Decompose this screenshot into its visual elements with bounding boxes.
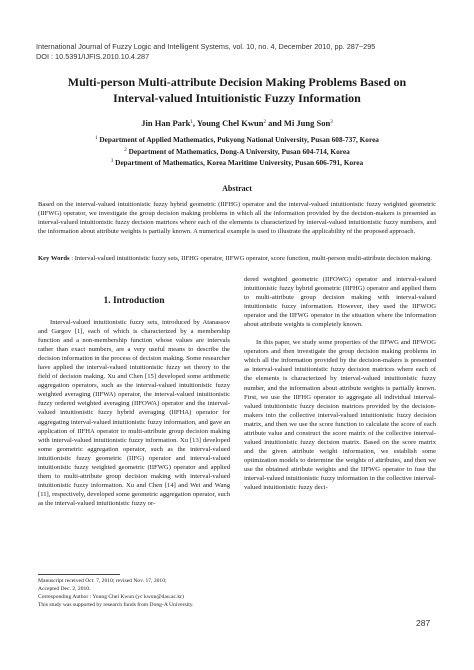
author-superscript: 2 <box>263 120 266 125</box>
affiliation <box>40 146 434 158</box>
doi: DOI : 10.5391/IJFIS.2010.10.4.287 <box>36 52 150 61</box>
paper-title <box>40 74 434 106</box>
affiliation-text: Department of Mathematics, Korea Maritime University, Pusan 606-791, Korea <box>115 158 364 167</box>
right-column <box>244 275 436 492</box>
affiliation-text: Department of Applied Mathematics, Pukyong National University, Pusan 608-737, Korea <box>99 135 379 144</box>
footnote-received: Manuscript received Oct. 7, 2010; revised Nov. 17, 2010; <box>38 578 167 584</box>
journal-header <box>36 42 375 62</box>
author-name: Jin Han Park <box>141 118 191 128</box>
abstract-body: Based on the interval-valued intuitionistic fuzzy hybrid geometric (IIFHG) operator and the interval-valued intuitionistic fuzzy weighted geometric (IIFWG) operator, we investigate the group decision making problems in which all the information provided by the decision-makers is presented as interval-valued intuitionistic fuzzy decision matrices where each of the elements is characterized by interval-valued intuitionistic fuzzy numbers, and the information about attribute weights is partially known. A numerical example is used to illustrate the applicability of the proposed approach. <box>38 201 436 236</box>
author-separator: and <box>265 118 284 128</box>
affiliations <box>40 134 434 169</box>
author-superscript: 3 <box>330 120 333 125</box>
author-name: Young Chel Kwun <box>196 118 264 128</box>
affiliation-marker: 3 <box>110 159 114 164</box>
page-number: 287 <box>416 618 431 628</box>
affiliation-marker: 2 <box>124 147 127 153</box>
author-list <box>40 118 434 128</box>
journal-citation: International Journal of Fuzzy Logic and Intelligent Systems, vol. 10, no. 4, December 2010, pp. 287−295 <box>36 42 376 51</box>
footnotes <box>38 577 338 609</box>
title-line-2: Interval-valued Intuitionistic Fuzzy Information <box>113 91 361 105</box>
keywords-text: : Interval-valued intuitionistic fuzzy sets, IIFHG operator, IIFWG operator, score function, multi-person multi-attribute decision making. <box>69 255 432 262</box>
abstract-heading: Abstract <box>222 184 252 193</box>
affiliation <box>40 134 434 146</box>
footnote-corresponding: Corresponding Author : Young Chel Kwun (yc kwun@dau.ac.kr) <box>38 594 184 600</box>
title-line-1: Multi-person Multi-attribute Decision Making Problems Based on <box>67 75 407 89</box>
keywords-label: Key Words <box>38 255 70 262</box>
author-superscript: 1 <box>190 120 193 125</box>
affiliation-text: Department of Mathematics, Dong-A University, Pusan 604-714, Korea <box>128 146 350 156</box>
author-name: Mi Jung Son <box>283 118 331 128</box>
intro-paragraph: In this paper, we study some properties of the IIFWG and IIFWOG operators and then investigate the group decision making problems in which all the information provided by the decision-makers is presented as interval-valued intuitionistic fuzzy decision matrices where each of the elements is characterized by interval-valued intuitionistic fuzzy number, and the information about attribute weights is partially known. First, we use the IIFHG operator to aggregate all individual interval-valued intuitionistic fuzzy decision matrices provided by the decision-makers into the collective interval-valued intuitionistic fuzzy decision matrix, and then we use the score function to calculate the score of each attribute value and construct the score matrix of the collective interval-valued intuitionistic fuzzy decision matrix. Based on the score matrix and the given attribute weight information, we establish some optimization models to determine the weights of attributes, and then we use the obtained attribute weights and the IIFWG operator to fuse the interval-valued intuitionistic fuzzy information in the collective interval-valued intuitionistic fuzzy deci- <box>244 339 436 492</box>
affiliation-marker: 1 <box>95 136 98 141</box>
intro-paragraph-continued: dered weighted geometric (IIFOWG) operator and interval-valued intuitionistic fuzzy hybrid geometric (IIFHG) operator and applied them to multi-attribute group decision making with interval-valued intuitionistic fuzzy information. However, they used the IIFWOG operator and the IIFWG operator in the situation where the information about attribute weights is completely known. <box>244 276 436 329</box>
footnote-rule <box>38 574 120 575</box>
affiliation <box>40 157 434 169</box>
footnote-accepted: Accepted Dec. 2, 2010. <box>38 586 91 592</box>
section-heading: 1. Introduction <box>103 296 165 306</box>
keywords <box>38 254 436 263</box>
left-column <box>38 318 230 508</box>
footnote-support: This study was supported by research funds from Dong-A University. <box>38 602 194 608</box>
author-separator: , <box>192 118 197 128</box>
intro-paragraph: Interval-valued intuitionistic fuzzy sets, introduced by Atanassov and Gargov [1], each of which is characterized by a membership function and a non-membership function whose values are intervals rather than exact numbers, are a very useful means to describe the decision information in the process of decision making. Some researcher have applied the interval-valued intuitionistic fuzzy set theory to the field of decision making. Xu and Chen [15] developed some arithmetic aggregation operators, such as the interval-valued intuitionistic fuzzy weighted averaging (IIFWA) operator, the interval-valued intuitionistic fuzzy ordered weighted averaging (IIFOWA) operator and the interval-valued intuitionistic fuzzy hybrid averaging (IIFHA) operator for aggregating interval-valued intuitionistic fuzzy information, and gave an application of IIFHA operator to multi-attribute group decision making with interval-valued intuitionistic fuzzy information. Xu [13] developed some geometric aggregation operator, such as the interval-valued intuitionistic fuzzy geometric (IIFG) operator and interval-valued intuitionistic fuzzy weighted geometric (IIFWG) operator and applied them to multi-attribute group decision making with interval-valued intuitionistic fuzzy information. Xu and Chen [14] and Wei and Wang [11], respectively, developed some geometric aggregation operator, such as the interval-valued intuitionistic fuzzy or- <box>38 319 230 507</box>
